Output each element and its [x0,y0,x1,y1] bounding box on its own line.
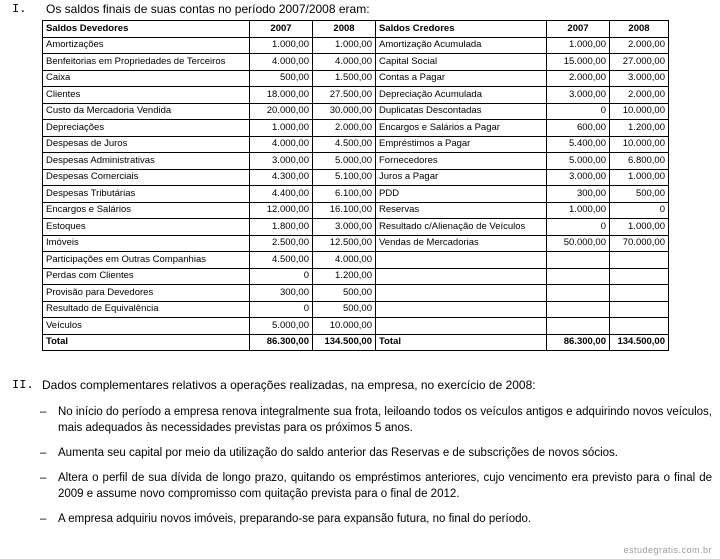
debit-account: Provisão para Devedores [43,285,250,302]
bullet-text: Aumenta seu capital por meio da utilização do saldo anterior das Reservas e de subscrições de novos sócios. [58,447,618,459]
debit-2007: 20.000,00 [250,103,313,120]
bullet-list [40,404,712,536]
credit-account [376,285,547,302]
credit-account: Empréstimos a Pagar [376,136,547,153]
debit-2008: 27.500,00 [313,87,376,104]
credit-2007 [547,285,610,302]
credit-account [376,318,547,335]
credit-2007 [547,252,610,269]
credit-account: Encargos e Salários a Pagar [376,120,547,137]
table-row [43,235,669,252]
debit-2007: 5.000,00 [250,318,313,335]
debit-2007: 86.300,00 [250,334,313,351]
debit-account: Perdas com Clientes [43,268,250,285]
debit-2008: 6.100,00 [313,186,376,203]
table-row [43,70,669,87]
section-2-text: Dados complementares relativos a operações realizadas, na empresa, no exercício de 2008: [42,378,536,392]
debit-2008: 5.000,00 [313,153,376,170]
debit-2007: 500,00 [250,70,313,87]
balance-table [42,20,669,351]
debit-2007: 4.300,00 [250,169,313,186]
debit-2007: 4.500,00 [250,252,313,269]
credit-2008 [610,285,669,302]
credit-2007: 5.400,00 [547,136,610,153]
credit-2007 [547,268,610,285]
debit-2008: 3.000,00 [313,219,376,236]
header-2007-credit: 2007 [547,21,610,38]
debit-2007: 4.000,00 [250,136,313,153]
credit-2007: 1.000,00 [547,37,610,54]
debit-account: Despesas de Juros [43,136,250,153]
section-2-number: II. [12,378,34,392]
credit-2007: 5.000,00 [547,153,610,170]
credit-2008: 2.000,00 [610,37,669,54]
debit-2007: 1.800,00 [250,219,313,236]
section-1-number: I. [12,2,27,16]
debit-2007: 2.500,00 [250,235,313,252]
credit-2008: 70.000,00 [610,235,669,252]
debit-2007: 1.000,00 [250,37,313,54]
debit-2007: 4.400,00 [250,186,313,203]
debit-2008: 12.500,00 [313,235,376,252]
table-row [43,153,669,170]
bullet-text: A empresa adquiriu novos imóveis, preparando-se para expansão futura, no final do período. [58,513,532,525]
credit-2007: 3.000,00 [547,169,610,186]
debit-account: Despesas Comerciais [43,169,250,186]
credit-account: Amortização Acumulada [376,37,547,54]
table-row [43,103,669,120]
table-row [43,87,669,104]
credit-2008: 10.000,00 [610,103,669,120]
debit-account: Caixa [43,70,250,87]
credit-account [376,252,547,269]
debit-2008: 134.500,00 [313,334,376,351]
debit-account: Custo da Mercadoria Vendida [43,103,250,120]
header-credit: Saldos Credores [376,21,547,38]
debit-account: Encargos e Salários [43,202,250,219]
credit-2008: 0 [610,202,669,219]
credit-account: Reservas [376,202,547,219]
credit-account [376,268,547,285]
debit-account: Total [43,334,250,351]
credit-2007: 50.000,00 [547,235,610,252]
credit-account: Capital Social [376,54,547,71]
credit-account: Juros a Pagar [376,169,547,186]
credit-2007: 15.000,00 [547,54,610,71]
credit-2008: 500,00 [610,186,669,203]
debit-account: Clientes [43,87,250,104]
debit-2007: 3.000,00 [250,153,313,170]
debit-2007: 0 [250,268,313,285]
table-row [43,37,669,54]
debit-2008: 16.100,00 [313,202,376,219]
debit-2008: 5.100,00 [313,169,376,186]
debit-2008: 4.000,00 [313,54,376,71]
table-total-row [43,334,669,351]
debit-account: Veículos [43,318,250,335]
credit-account: Depreciação Acumulada [376,87,547,104]
debit-2008: 4.500,00 [313,136,376,153]
table-row [43,120,669,137]
credit-2008: 1.200,00 [610,120,669,137]
bullet-dash: – [40,513,47,525]
debit-2008: 2.000,00 [313,120,376,137]
debit-2007: 12.000,00 [250,202,313,219]
debit-2008: 1.000,00 [313,37,376,54]
bullet-item [40,470,712,502]
debit-2007: 0 [250,301,313,318]
credit-account: Contas a Pagar [376,70,547,87]
credit-2008: 1.000,00 [610,219,669,236]
credit-account: Duplicatas Descontadas [376,103,547,120]
table-row [43,285,669,302]
debit-2007: 18.000,00 [250,87,313,104]
debit-2007: 4.000,00 [250,54,313,71]
table-row [43,202,669,219]
bullet-dash: – [40,406,47,418]
debit-2008: 500,00 [313,301,376,318]
credit-2008 [610,252,669,269]
header-2008-credit: 2008 [610,21,669,38]
bullet-item [40,404,712,436]
bullet-dash: – [40,472,47,484]
credit-2008: 10.000,00 [610,136,669,153]
bullet-text: No início do período a empresa renova integralmente sua frota, leiloando todos os veículos antigos e adquirindo novos veículos, mais adequados às necessidades previstas para os próximos 5 anos. [58,406,712,434]
debit-2008: 1.500,00 [313,70,376,87]
credit-2008 [610,268,669,285]
credit-account: Vendas de Mercadorias [376,235,547,252]
debit-account: Despesas Administrativas [43,153,250,170]
credit-2008: 3.000,00 [610,70,669,87]
credit-2007: 3.000,00 [547,87,610,104]
table-row [43,169,669,186]
credit-2008: 134.500,00 [610,334,669,351]
debit-2008: 1.200,00 [313,268,376,285]
credit-account: PDD [376,186,547,203]
debit-2007: 1.000,00 [250,120,313,137]
credit-2007: 2.000,00 [547,70,610,87]
table-row [43,318,669,335]
credit-2008: 1.000,00 [610,169,669,186]
table-header-row [43,21,669,38]
credit-2007: 300,00 [547,186,610,203]
bullet-dash: – [40,447,47,459]
credit-2008 [610,318,669,335]
credit-2007: 0 [547,103,610,120]
debit-account: Imóveis [43,235,250,252]
credit-2007: 600,00 [547,120,610,137]
credit-2008: 27.000,00 [610,54,669,71]
debit-2008: 500,00 [313,285,376,302]
header-debit: Saldos Devedores [43,21,250,38]
header-2007-debit: 2007 [250,21,313,38]
debit-account: Depreciações [43,120,250,137]
table-row [43,54,669,71]
section-1-text: Os saldos finais de suas contas no período 2007/2008 eram: [46,2,370,16]
debit-account: Participações em Outras Companhias [43,252,250,269]
bullet-item [40,445,712,461]
credit-account [376,301,547,318]
credit-2008: 2.000,00 [610,87,669,104]
credit-account: Resultado c/Alienação de Veículos [376,219,547,236]
debit-2007: 300,00 [250,285,313,302]
debit-account: Amortizações [43,37,250,54]
credit-2008: 6.800,00 [610,153,669,170]
debit-account: Estoques [43,219,250,236]
credit-2007: 1.000,00 [547,202,610,219]
table-row [43,268,669,285]
credit-2007 [547,301,610,318]
credit-2008 [610,301,669,318]
debit-account: Resultado de Equivalência [43,301,250,318]
debit-2008: 30.000,00 [313,103,376,120]
debit-account: Despesas Tributárias [43,186,250,203]
table-row [43,136,669,153]
credit-account: Fornecedores [376,153,547,170]
bullet-text: Altera o perfil de sua dívida de longo prazo, quitando os empréstimos anteriores, cujo vencimento era previsto para o final de 2009 e assume novo compromisso com quitação prevista para o final de 2012. [58,472,712,500]
credit-account: Total [376,334,547,351]
debit-account: Benfeitorias em Propriedades de Terceiros [43,54,250,71]
credit-2007: 86.300,00 [547,334,610,351]
table-row [43,186,669,203]
debit-2008: 10.000,00 [313,318,376,335]
watermark: estudegratis.com.br [623,545,712,555]
table-row [43,301,669,318]
header-2008-debit: 2008 [313,21,376,38]
table-row [43,252,669,269]
table-row [43,219,669,236]
credit-2007 [547,318,610,335]
bullet-item [40,511,712,527]
credit-2007: 0 [547,219,610,236]
debit-2008: 4.000,00 [313,252,376,269]
